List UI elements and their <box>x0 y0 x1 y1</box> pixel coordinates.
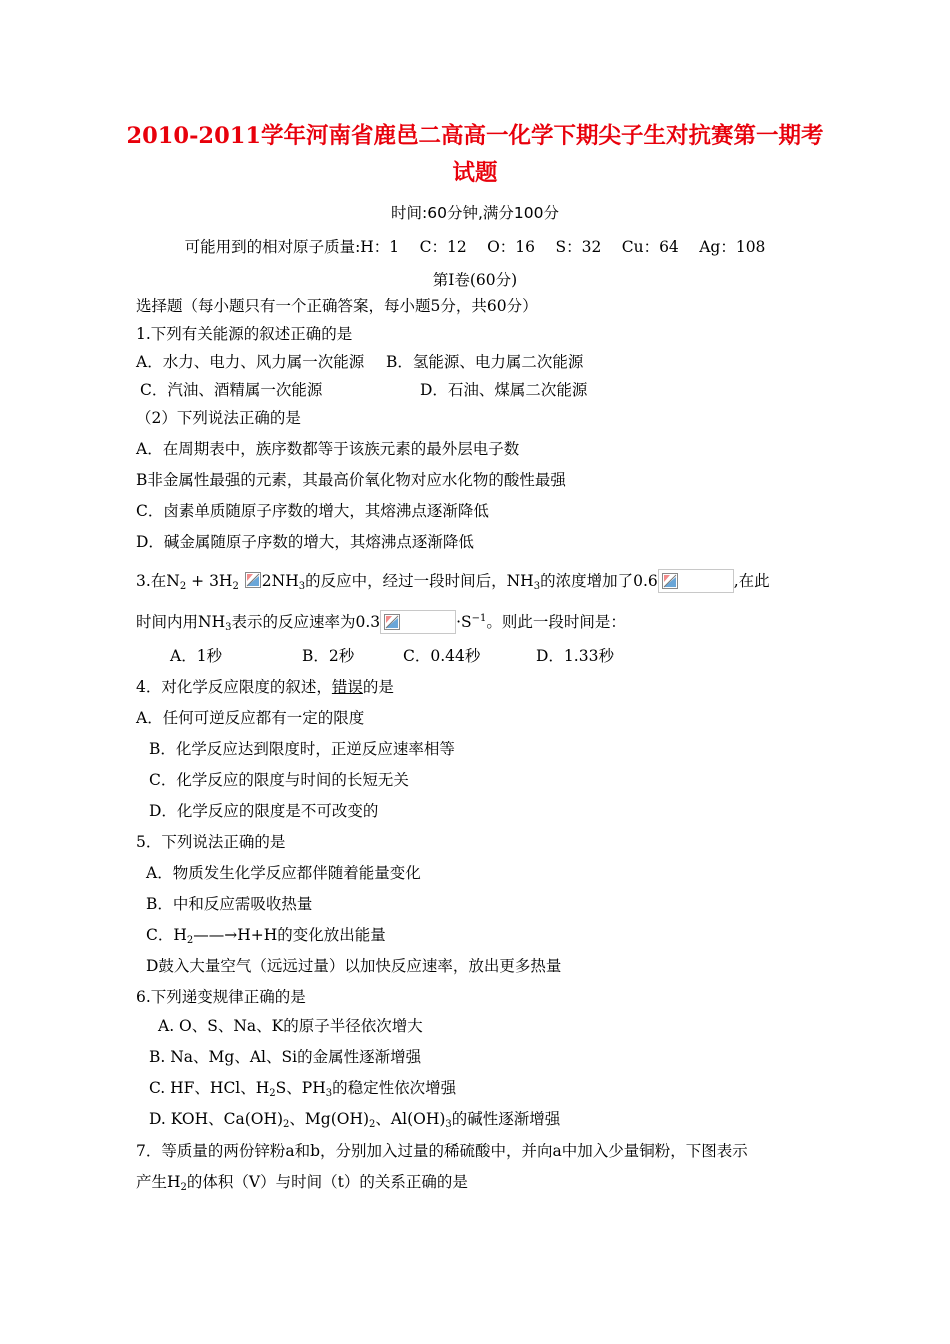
instructions: 选择题（每小题只有一个正确答案，每小题5分，共60分） <box>136 297 538 315</box>
q3-option-c: C．0.44秒 <box>403 647 481 665</box>
atomic-mass-info: 可能用到的相对原子质量:H：1 C：12 O：16 S：32 Cu：64 Ag：108 <box>184 238 766 256</box>
q5-option-b: B．中和反应需吸收热量 <box>146 895 313 913</box>
q4-emphasis: 错误 <box>331 678 363 696</box>
q6-stem: 6.下列递变规律正确的是 <box>136 988 306 1006</box>
q4-option-c: C．化学反应的限度与时间的长短无关 <box>149 771 409 789</box>
q1-option-a: A．水力、电力、风力属一次能源 <box>136 353 365 371</box>
q6-option-b: B. Na、Mg、Al、Si的金属性逐渐增强 <box>149 1048 422 1066</box>
q2-option-b: B非金属性最强的元素，其最高价氧化物对应水化物的酸性最强 <box>136 471 566 489</box>
q2-option-d: D．碱金属随原子序数的增大，其熔沸点逐渐降低 <box>136 533 474 551</box>
q3-option-b: B．2秒 <box>302 647 355 665</box>
q5-stem: 5．下列说法正确的是 <box>136 833 286 851</box>
q7-stem-line-1: 7．等质量的两份锌粉a和b，分别加入过量的稀硫酸中，并向a中加入少量铜粉，下图表示 <box>136 1142 748 1160</box>
q2-stem: （2）下列说法正确的是 <box>136 409 301 427</box>
q5-option-d: D鼓入大量空气（远远过量）以加快反应速率，放出更多热量 <box>146 957 562 975</box>
q4-stem: 4．对化学反应限度的叙述，错误的是 <box>136 678 394 696</box>
reversible-arrow-image-icon <box>245 572 261 588</box>
broken-image-icon <box>662 573 678 589</box>
q1-option-d: D．石油、煤属二次能源 <box>420 381 588 399</box>
broken-image-icon <box>384 614 400 630</box>
q1-option-b: B．氢能源、电力属二次能源 <box>386 353 584 371</box>
q6-option-c: C. HF、HCl、$H_2S$、$PH_3$的稳定性依次增强 <box>149 1079 457 1099</box>
q5-option-c: C．$H_2——\to H+H$的变化放出能量 <box>146 926 386 946</box>
q3-option-d: D．1.33秒 <box>536 647 614 665</box>
q1-stem: 1.下列有关能源的叙述正确的是 <box>136 325 353 343</box>
q3-stem-line-1: 3.在$N_2 + 3H_2$ $2NH_3$的反应中，经过一段时间后，$NH_3$的浓度增加了0.6 ,在此 <box>136 569 770 593</box>
q4-option-b: B．化学反应达到限度时，正逆反应速率相等 <box>149 740 455 758</box>
exam-title-line-2: 试题 <box>452 160 498 186</box>
q6-option-d: D. KOH、$Ca(OH)_2$、$Mg(OH)_2$、$Al(OH)_3$的碱性逐渐增强 <box>149 1110 561 1130</box>
q4-option-a: A．任何可逆反应都有一定的限度 <box>136 709 365 727</box>
q2-option-a: A．在周期表中，族序数都等于该族元素的最外层电子数 <box>136 440 520 458</box>
q4-option-d: D．化学反应的限度是不可改变的 <box>149 802 379 820</box>
q3-option-a: A．1秒 <box>170 647 223 665</box>
exam-title-line-1: 2010-2011学年河南省鹿邑二高高一化学下期尖子生对抗赛第一期考 <box>126 123 824 149</box>
exam-time-info: 时间:60分钟,满分100分 <box>391 204 559 222</box>
q3-stem-line-2: 时间内用$NH_3$表示的反应速率为0.3 $\cdot S^{-1}$。则此一段时间是： <box>136 610 626 634</box>
concentration-unit-image <box>658 569 734 593</box>
section-heading: 第Ⅰ卷(60分) <box>432 271 518 289</box>
q6-option-a: A. O、S、Na、K的原子半径依次增大 <box>158 1017 423 1035</box>
q7-stem-line-2: 产生$H_2$的体积（V）与时间（t）的关系正确的是 <box>136 1173 468 1193</box>
q2-option-c: C．卤素单质随原子序数的增大，其熔沸点逐渐降低 <box>136 502 489 520</box>
q5-option-a: A．物质发生化学反应都伴随着能量变化 <box>146 864 421 882</box>
rate-unit-image <box>380 610 456 634</box>
q1-option-c: C．汽油、酒精属一次能源 <box>140 381 323 399</box>
